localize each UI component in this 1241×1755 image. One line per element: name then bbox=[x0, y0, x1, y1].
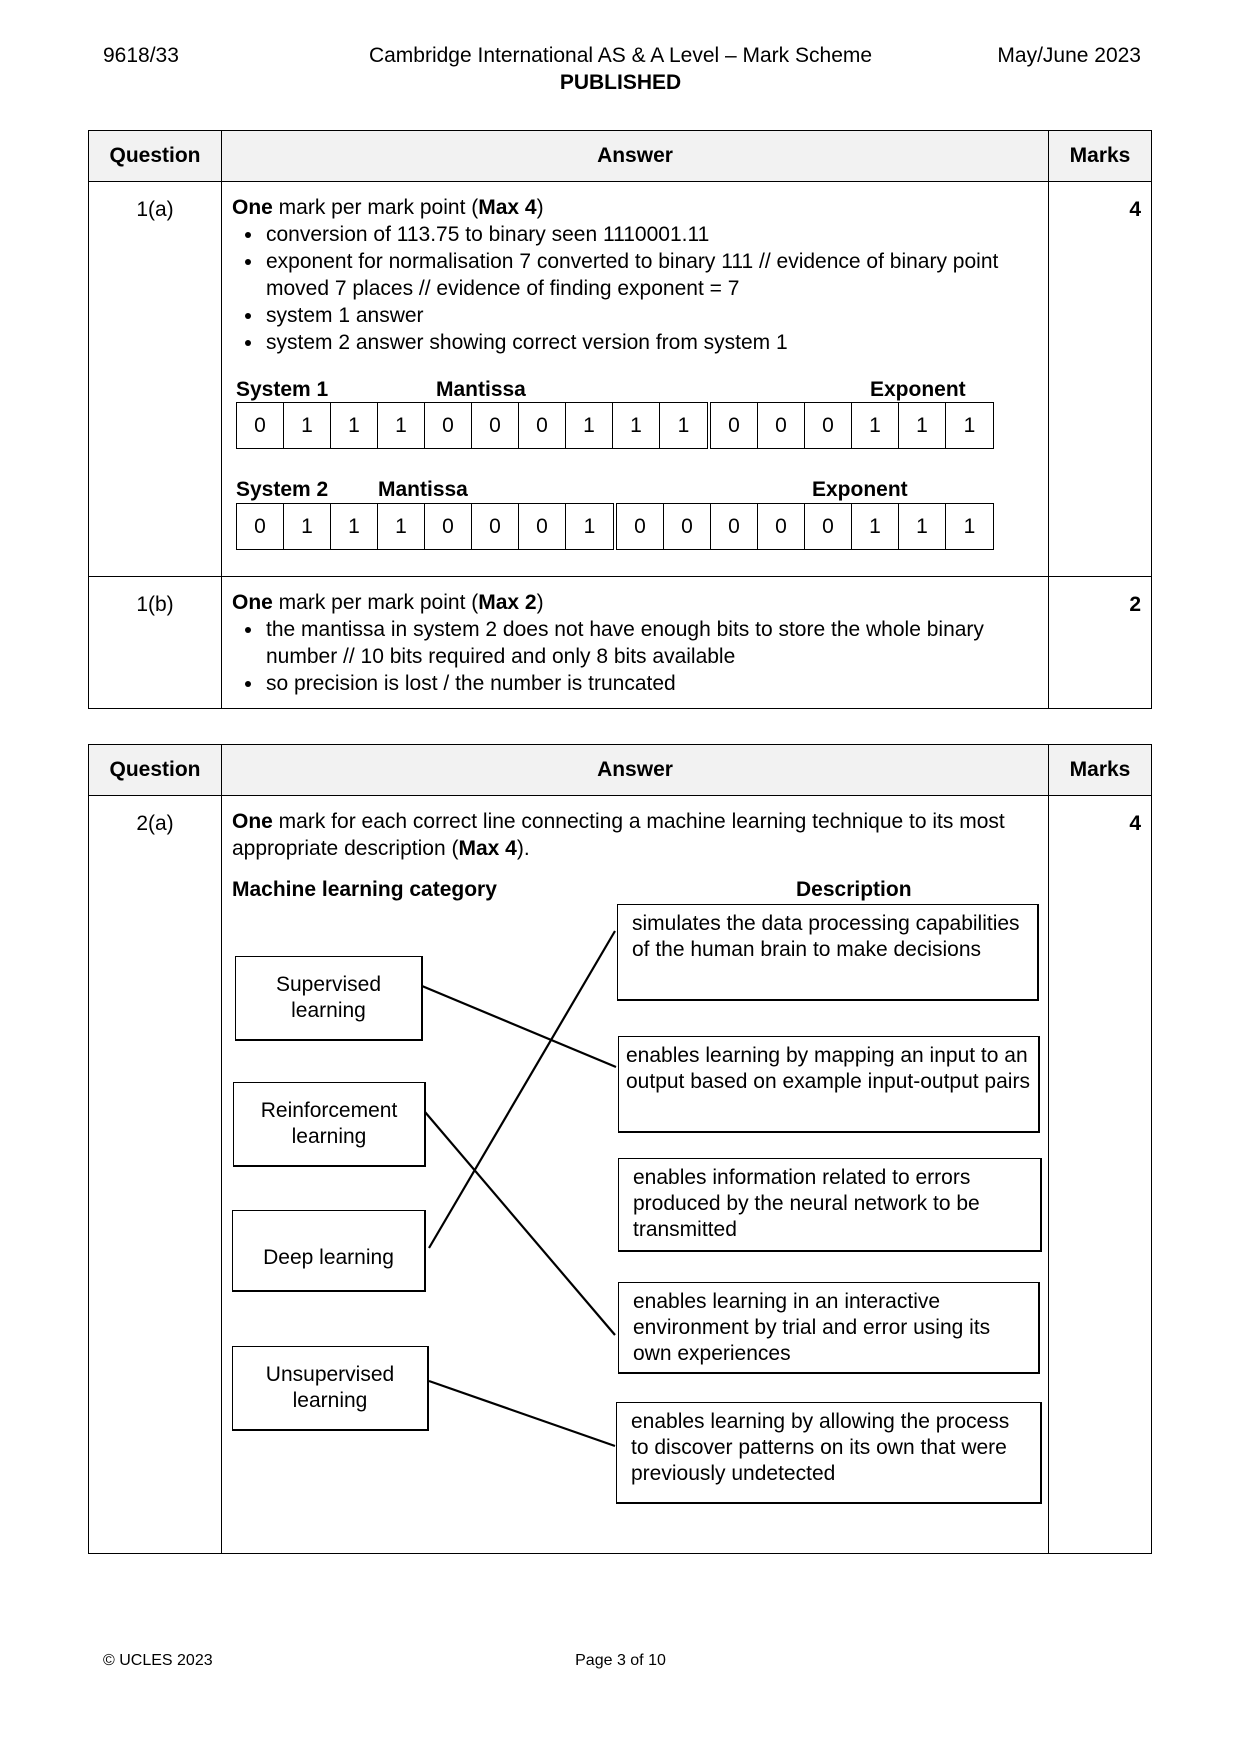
marks-value: 4 bbox=[1049, 182, 1152, 577]
page-number: Page 3 of 10 bbox=[575, 1652, 666, 1669]
system-1-mantissa-bits bbox=[236, 402, 708, 449]
floating-point-registers bbox=[232, 376, 1038, 566]
exam-session: May/June 2023 bbox=[997, 44, 1141, 67]
system-1-label: System 1 bbox=[236, 378, 329, 401]
category-box: Reinforcement learning bbox=[233, 1082, 426, 1167]
mark-point: • system 1 answer bbox=[264, 302, 1038, 329]
paper-code: 9618/33 bbox=[103, 44, 179, 67]
copyright-notice: © UCLES 2023 bbox=[103, 1652, 213, 1669]
bit-cell: 0 bbox=[472, 504, 519, 549]
connector-deep bbox=[429, 931, 615, 1248]
bit-cell: 0 bbox=[237, 504, 284, 549]
bit-cell: 1 bbox=[613, 403, 660, 448]
bit-cell: 0 bbox=[664, 504, 711, 549]
bit-cell: 0 bbox=[425, 504, 472, 549]
connector-supervised bbox=[422, 986, 616, 1067]
question-number: 2(a) bbox=[89, 796, 222, 1554]
bit-cell: 1 bbox=[899, 403, 946, 448]
answer-cell bbox=[222, 796, 1049, 1554]
marks-column-header: Marks bbox=[1049, 745, 1152, 796]
bit-cell: 1 bbox=[583, 515, 596, 538]
mark-point: • exponent for normalisation 7 converted to binary 111 // evidence of binary point moved 7 places // evidence of finding exponent = 7 bbox=[264, 248, 1038, 302]
description-box: enables learning by mapping an input to an output based on example input-output pairs bbox=[618, 1036, 1040, 1133]
connector-unsupervised bbox=[429, 1381, 615, 1446]
bit-cell: 1 bbox=[331, 403, 378, 448]
system-2-mantissa-label: Mantissa bbox=[378, 478, 468, 501]
bit-cell: 0 bbox=[805, 403, 852, 448]
mark-point: • system 2 answer showing correct version from system 1 bbox=[264, 329, 1038, 356]
marks-value: 4 bbox=[1049, 796, 1152, 1554]
description-box: enables learning by allowing the process to discover patterns on its own that were previously undetected bbox=[616, 1402, 1042, 1504]
system-2-exponent-bits bbox=[616, 503, 994, 550]
description-box: simulates the data processing capabilities of the human brain to make decisions bbox=[617, 904, 1039, 1001]
mark-point: • the mantissa in system 2 does not have enough bits to store the whole binary number // 10 bits required and only 8 bits available bbox=[264, 616, 1038, 670]
system-2-label: System 2 bbox=[236, 478, 329, 501]
bit-cell: 0 bbox=[519, 504, 566, 549]
bit-cell: 1 bbox=[852, 403, 899, 448]
system-1-exponent-label: Exponent bbox=[870, 378, 966, 401]
description-box: enables learning in an interactive environment by trial and error using its own experiences bbox=[618, 1282, 1040, 1374]
system-1-exponent-bits bbox=[710, 402, 994, 449]
matching-diagram bbox=[232, 876, 1038, 1536]
answer-cell bbox=[222, 577, 1049, 709]
mark-points-list bbox=[232, 616, 1038, 697]
mark-point: • so precision is lost / the number is truncated bbox=[264, 670, 1038, 697]
bit-cell: 1 bbox=[378, 403, 425, 448]
marks-column-header: Marks bbox=[1049, 131, 1152, 182]
bit-cell: 1 bbox=[284, 504, 331, 549]
bit-cell: 1 bbox=[677, 414, 690, 437]
mark-scheme-intro: One mark per mark point (Max 2) bbox=[232, 591, 544, 614]
mark-point: • conversion of 113.75 to binary seen 1110001.11 bbox=[264, 221, 1038, 248]
connector-reinforcement bbox=[425, 1112, 615, 1335]
answer-cell bbox=[222, 182, 1049, 577]
description-box: enables information related to errors produced by the neural network to be transmitted bbox=[618, 1158, 1042, 1252]
question-column-header: Question bbox=[89, 745, 222, 796]
bit-cell: 0 bbox=[237, 403, 284, 448]
bit-cell: 1 bbox=[331, 504, 378, 549]
category-box: Unsupervised learning bbox=[232, 1346, 429, 1431]
bit-cell: 0 bbox=[805, 504, 852, 549]
bit-cell: 0 bbox=[758, 403, 805, 448]
mark-points-list bbox=[232, 221, 1038, 356]
bit-cell: 0 bbox=[711, 504, 758, 549]
bit-cell: 1 bbox=[899, 504, 946, 549]
bit-cell: 0 bbox=[425, 403, 472, 448]
bit-cell: 1 bbox=[284, 403, 331, 448]
bit-cell: 0 bbox=[519, 403, 566, 448]
bit-cell: 0 bbox=[758, 504, 805, 549]
category-heading: Machine learning category bbox=[232, 878, 497, 901]
description-heading: Description bbox=[796, 878, 912, 901]
question-column-header: Question bbox=[89, 131, 222, 182]
mark-scheme-intro: One mark per mark point (Max 4) bbox=[232, 196, 544, 219]
system-2-exponent-label: Exponent bbox=[812, 478, 908, 501]
system-2-mantissa-bits bbox=[236, 503, 614, 550]
bit-cell: 0 bbox=[472, 403, 519, 448]
published-label: PUBLISHED bbox=[559, 71, 682, 94]
system-1-mantissa-label: Mantissa bbox=[436, 378, 526, 401]
answer-column-header: Answer bbox=[222, 745, 1049, 796]
question-2-table bbox=[88, 744, 1152, 1554]
category-box: Deep learning bbox=[232, 1210, 426, 1292]
bit-cell: 1 bbox=[566, 403, 613, 448]
question-1-table bbox=[88, 130, 1152, 709]
bit-cell: 0 bbox=[617, 504, 664, 549]
marks-value: 2 bbox=[1049, 577, 1152, 709]
question-number: 1(a) bbox=[89, 182, 222, 577]
category-box: Supervised learning bbox=[235, 956, 423, 1041]
bit-cell: 1 bbox=[852, 504, 899, 549]
answer-column-header: Answer bbox=[222, 131, 1049, 182]
document-title: Cambridge International AS & A Level – Mark Scheme bbox=[368, 44, 873, 67]
bit-cell: 1 bbox=[378, 504, 425, 549]
bit-cell: 0 bbox=[711, 403, 758, 448]
mark-scheme-intro: One mark for each correct line connecting a machine learning technique to its most appropriate description (Max 4). bbox=[232, 810, 1005, 860]
bit-cell: 1 bbox=[963, 515, 976, 538]
question-number: 1(b) bbox=[89, 577, 222, 709]
bit-cell: 1 bbox=[963, 414, 976, 437]
